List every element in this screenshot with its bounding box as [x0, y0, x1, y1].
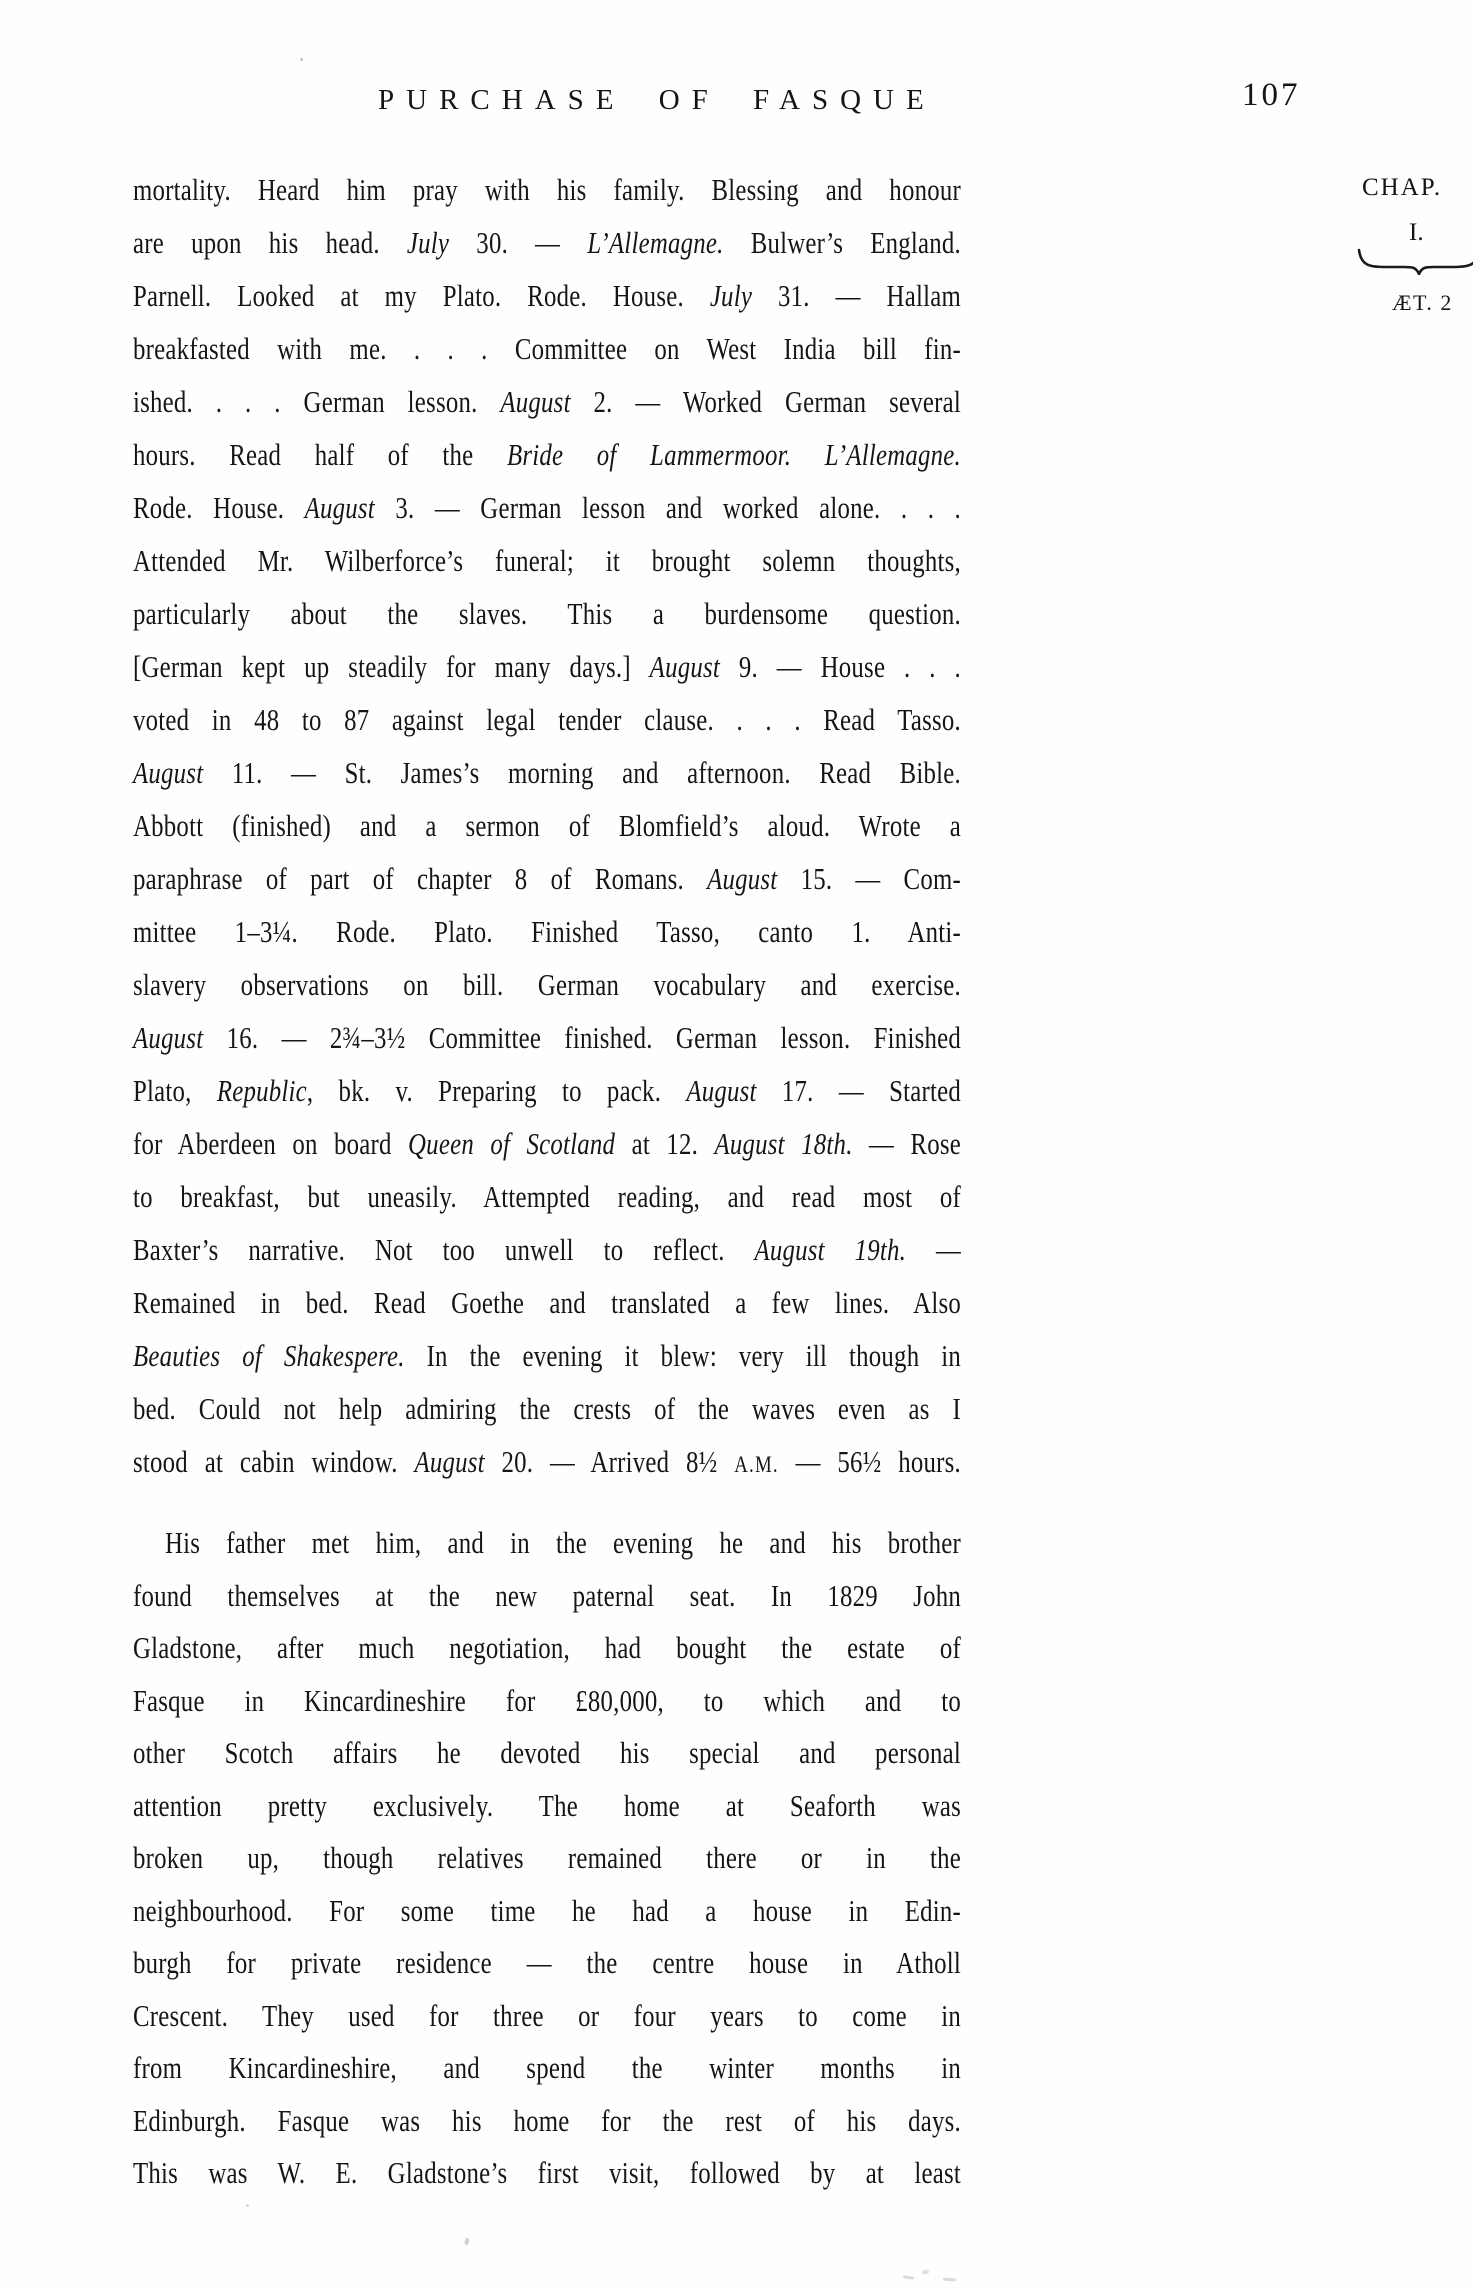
text-line: burgh for private residence — the centre house in Atholl	[133, 1945, 961, 1980]
text-line: [German kept up steadily for many days.] August 9. — House . . .	[133, 649, 961, 684]
text-line: This was W. E. Gladstone’s first visit, followed by at least	[133, 2155, 961, 2190]
text-line: other Scotch affairs he devoted his special and personal	[133, 1735, 961, 1770]
sidenote-chapter-label: CHAP.	[1362, 174, 1443, 201]
text-line: mittee 1–3¼. Rode. Plato. Finished Tasso, canto 1. Anti-	[133, 914, 961, 949]
running-head-title: PURCHASE OF FASQUE	[378, 84, 936, 116]
text-line: Abbott (finished) and a sermon of Blomfield’s aloud. Wrote a	[133, 808, 961, 843]
text-line: voted in 48 to 87 against legal tender clause. . . . Read Tasso.	[133, 702, 961, 737]
text-line: broken up, though relatives remained there or in the	[133, 1840, 961, 1875]
scan-speck	[246, 2204, 249, 2207]
text-line: mortality. Heard him pray with his family. Blessing and honour	[133, 172, 961, 207]
text-line: attention pretty exclusively. The home at Seaforth was	[133, 1787, 961, 1823]
text-line: Attended Mr. Wilberforce’s funeral; it brought solemn thoughts,	[133, 543, 961, 578]
text-line: to breakfast, but uneasily. Attempted reading, and read most of	[133, 1179, 961, 1214]
narrative-paragraph	[133, 1517, 1168, 2200]
text-line: Baxter’s narrative. Not too unwell to reflect. August 19th. —	[133, 1232, 961, 1267]
scan-speck	[300, 58, 303, 61]
text-line: are upon his head. July 30. — L’Allemagne. Bulwer’s England.	[133, 225, 961, 260]
diary-extract-paragraph	[133, 163, 1168, 1488]
sidenote-chapter-numeral: I.	[1409, 219, 1424, 246]
text-line: His father met him, and in the evening he and his brother	[165, 1525, 961, 1560]
text-line: Remained in bed. Read Goethe and translated a few lines. Also	[133, 1285, 961, 1320]
text-line: particularly about the slaves. This a burdensome question.	[133, 596, 961, 631]
text-line: stood at cabin window. August 20. — Arrived 8½ A.M. — 56½ hours.	[133, 1444, 961, 1479]
text-line: found themselves at the new paternal seat. In 1829 John	[133, 1577, 961, 1613]
text-line: Parnell. Looked at my Plato. Rode. House. July 31. — Hallam	[133, 278, 961, 313]
scan-speck	[464, 2238, 470, 2246]
text-line: Fasque in Kincardineshire for £80,000, to which and to	[133, 1682, 961, 1718]
text-line: for Aberdeen on board Queen of Scotland at 12. August 18th. — Rose	[133, 1126, 961, 1161]
page-number: 107	[1242, 77, 1301, 113]
text-line: paraphrase of part of chapter 8 of Romans. August 15. — Com-	[133, 861, 962, 896]
scan-speck	[903, 2275, 914, 2280]
text-line: bed. Could not help admiring the crests of the waves even as I	[133, 1391, 961, 1426]
text-line: August 16. — 2¾–3½ Committee finished. German lesson. Finished	[133, 1020, 961, 1055]
text-line: slavery observations on bill. German vocabulary and exercise.	[133, 967, 961, 1002]
text-line: Beauties of Shakespere. In the evening it blew: very ill though in	[133, 1338, 961, 1373]
text-line: ished. . . . German lesson. August 2. — Worked German several	[133, 384, 961, 419]
text-line: breakfasted with me. . . . Committee on West India bill fin-	[133, 331, 961, 366]
text-line: Edinburgh. Fasque was his home for the rest of his days.	[133, 2102, 961, 2138]
text-line: August 11. — St. James’s morning and afternoon. Read Bible.	[133, 755, 961, 790]
text-line: Rode. House. August 3. — German lesson and worked alone. . . .	[133, 490, 962, 525]
text-line: Plato, Republic, bk. v. Preparing to pack. August 17. — Started	[133, 1073, 961, 1108]
text-line: neighbourhood. For some time he had a house in Edin-	[133, 1892, 961, 1928]
scan-speck	[943, 2278, 956, 2282]
text-line: Gladstone, after much negotiation, had bought the estate of	[133, 1630, 961, 1665]
sidenote-age-label: ÆT. 2	[1392, 290, 1453, 315]
text-line: hours. Read half of the Bride of Lammermoor. L’Allemagne.	[133, 437, 961, 472]
sidenote-brace-icon	[1356, 247, 1473, 280]
scan-speck	[922, 2269, 930, 2274]
text-line: Crescent. They used for three or four years to come in	[133, 1997, 961, 2033]
text-line: from Kincardineshire, and spend the winter months in	[133, 2050, 961, 2085]
